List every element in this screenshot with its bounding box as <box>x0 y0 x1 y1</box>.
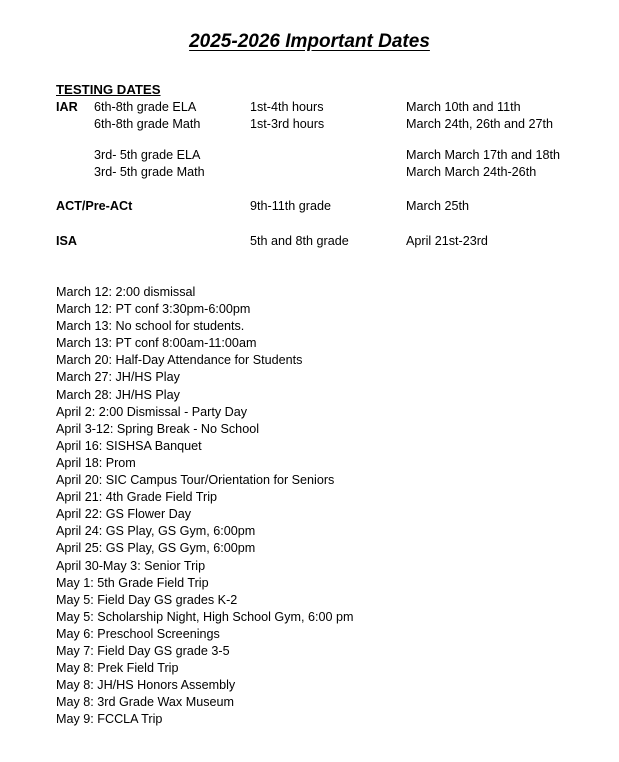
event-item: April 16: SISHSA Banquet <box>56 438 202 453</box>
test-dates: March March 17th and 18th <box>406 148 561 162</box>
event-item: May 8: JH/HS Honors Assembly <box>56 678 236 693</box>
event-item: March 20: Half-Day Attendance for Students <box>56 353 303 368</box>
test-name: ISA <box>56 234 77 248</box>
event-item: April 22: GS Flower Day <box>56 507 192 522</box>
event-item: May 8: Prek Field Trip <box>56 661 179 676</box>
test-subject: 3rd- 5th grade Math <box>94 165 205 179</box>
event-item: April 20: SIC Campus Tour/Orientation for Seniors <box>56 473 335 488</box>
test-time: 9th-11th grade <box>250 199 331 213</box>
testing-row <box>0 232 619 250</box>
test-subject: 3rd- 5th grade ELA <box>94 148 201 162</box>
test-time: 1st-3rd hours <box>250 117 325 131</box>
testing-row <box>0 115 619 133</box>
event-item: March 13: No school for students. <box>56 319 245 334</box>
event-item: May 1: 5th Grade Field Trip <box>56 575 209 590</box>
test-subject: 6th-8th grade Math <box>94 117 201 131</box>
test-dates: March 25th <box>406 199 469 213</box>
testing-dates-heading: TESTING DATES <box>56 82 161 97</box>
testing-row <box>0 98 619 116</box>
testing-row <box>0 163 619 181</box>
event-item: May 5: Field Day GS grades K-2 <box>56 592 238 607</box>
test-dates: March March 24th-26th <box>406 165 537 179</box>
test-subject: 6th-8th grade ELA <box>94 100 197 114</box>
event-item: March 12: 2:00 dismissal <box>56 285 196 299</box>
event-item: April 2: 2:00 Dismissal - Party Day <box>56 404 248 419</box>
test-name: IAR <box>56 100 78 114</box>
event-item: May 5: Scholarship Night, High School Gym, 6:00 pm <box>56 609 354 624</box>
event-item: April 30-May 3: Senior Trip <box>56 558 206 573</box>
test-time: 1st-4th hours <box>250 100 324 114</box>
event-item: April 18: Prom <box>56 455 136 470</box>
event-item: April 21: 4th Grade Field Trip <box>56 490 217 505</box>
testing-row <box>0 197 619 215</box>
event-item: April 25: GS Play, GS Gym, 6:00pm <box>56 541 256 556</box>
event-item: May 8: 3rd Grade Wax Museum <box>56 695 235 710</box>
event-item: March 13: PT conf 8:00am-11:00am <box>56 336 257 351</box>
event-item: March 27: JH/HS Play <box>56 370 180 385</box>
event-item: March 28: JH/HS Play <box>56 387 180 402</box>
event-item: March 12: PT conf 3:30pm-6:00pm <box>56 302 251 317</box>
test-time: 5th and 8th grade <box>250 234 349 248</box>
test-dates: March 10th and 11th <box>406 100 521 114</box>
event-item: May 6: Preschool Screenings <box>56 626 220 641</box>
test-name: ACT/Pre-ACt <box>56 199 133 213</box>
event-item: April 24: GS Play, GS Gym, 6:00pm <box>56 524 256 539</box>
test-dates: March 24th, 26th and 27th <box>406 117 554 131</box>
events-list <box>56 284 353 728</box>
event-item: April 3-12: Spring Break - No School <box>56 421 259 436</box>
test-dates: April 21st-23rd <box>406 234 488 248</box>
event-item: May 7: Field Day GS grade 3-5 <box>56 643 230 658</box>
testing-row <box>0 146 619 164</box>
event-item: May 9: FCCLA Trip <box>56 712 163 727</box>
page-title: 2025-2026 Important Dates <box>189 31 430 52</box>
